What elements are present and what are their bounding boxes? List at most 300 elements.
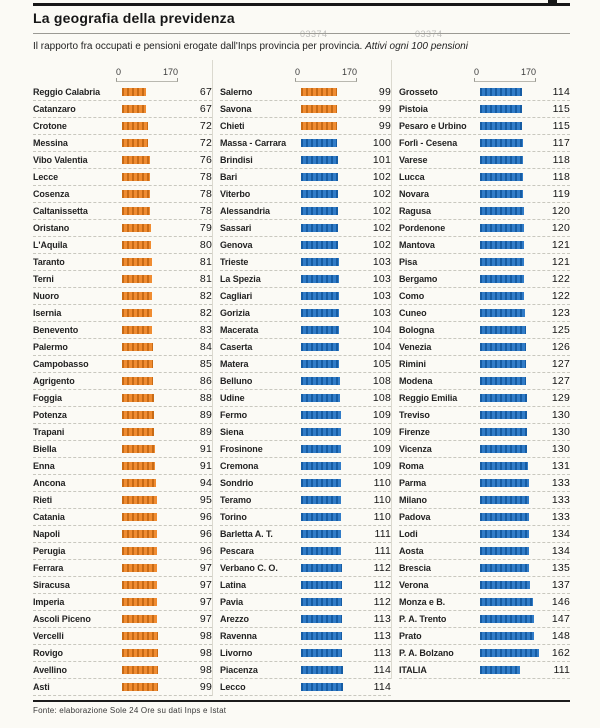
bar-fill	[480, 309, 525, 317]
province-label: Rovigo	[33, 648, 63, 658]
province-row	[399, 441, 570, 458]
bar-fill	[480, 292, 524, 300]
province-value: 98	[199, 647, 212, 659]
province-row	[33, 203, 212, 220]
bar-fill	[480, 207, 524, 215]
province-label: Potenza	[33, 410, 67, 420]
province-label: Como	[399, 291, 425, 301]
province-row	[220, 475, 391, 492]
province-row	[33, 390, 212, 407]
bar-track	[122, 207, 184, 215]
province-value: 67	[199, 103, 212, 115]
bar-fill	[480, 343, 526, 351]
page-title: La geografia della previdenza	[33, 10, 235, 26]
province-value: 114	[552, 86, 570, 98]
province-row	[399, 645, 570, 662]
province-value: 108	[372, 375, 391, 387]
bar-fill	[480, 479, 529, 487]
bar-track	[301, 598, 363, 606]
bar-track	[301, 649, 363, 657]
province-value: 100	[372, 137, 391, 149]
province-value: 83	[199, 324, 212, 336]
bar-track	[122, 530, 184, 538]
province-label: Modena	[399, 376, 433, 386]
bar-fill	[480, 394, 527, 402]
province-row	[220, 560, 391, 577]
province-value: 81	[199, 256, 212, 268]
province-value: 147	[551, 613, 570, 625]
bar-track	[480, 309, 542, 317]
bar-track	[122, 224, 184, 232]
bar-track	[122, 122, 184, 130]
province-value: 110	[373, 477, 391, 489]
axis-max-label: 170	[162, 67, 178, 77]
province-row	[220, 407, 391, 424]
bar-track	[301, 139, 363, 147]
bar-fill	[480, 224, 524, 232]
province-value: 94	[199, 477, 212, 489]
bar-fill	[301, 207, 338, 215]
province-value: 113	[373, 647, 391, 659]
province-value: 133	[551, 477, 570, 489]
bar-fill	[122, 462, 155, 470]
bar-track	[301, 173, 363, 181]
province-value: 125	[551, 324, 570, 336]
bar-track	[301, 241, 363, 249]
bar-track	[480, 241, 542, 249]
bar-track	[480, 190, 542, 198]
province-label: Pavia	[220, 597, 244, 607]
province-label: Taranto	[33, 257, 65, 267]
bar-fill	[301, 105, 337, 113]
province-row	[220, 526, 391, 543]
province-label: Messina	[33, 138, 68, 148]
bar-fill	[122, 615, 157, 623]
bar-fill	[122, 207, 150, 215]
bar-track	[480, 564, 542, 572]
province-label: Rimini	[399, 359, 426, 369]
bar-fill	[301, 445, 341, 453]
bar-track	[122, 547, 184, 555]
province-label: Siracusa	[33, 580, 70, 590]
province-label: Bergamo	[399, 274, 438, 284]
province-row	[220, 305, 391, 322]
bar-track	[480, 530, 542, 538]
bar-track	[301, 564, 363, 572]
province-value: 102	[372, 188, 391, 200]
province-label: Arezzo	[220, 614, 249, 624]
province-row	[220, 458, 391, 475]
province-row	[33, 101, 212, 118]
bar-fill	[480, 105, 522, 113]
province-row	[399, 356, 570, 373]
bar-track	[122, 292, 184, 300]
bar-track	[480, 105, 542, 113]
province-value: 99	[199, 681, 212, 693]
province-label: Agrigento	[33, 376, 75, 386]
bar-track	[480, 360, 542, 368]
province-row	[399, 203, 570, 220]
province-label: Barletta A. T.	[220, 529, 273, 539]
province-row	[220, 254, 391, 271]
province-label: Pescara	[220, 546, 254, 556]
province-label: ITALIA	[399, 665, 427, 675]
province-row	[399, 662, 570, 679]
bar-fill	[480, 666, 520, 674]
province-label: Crotone	[33, 121, 67, 131]
bar-fill	[480, 445, 527, 453]
bar-track	[122, 496, 184, 504]
bar-track	[122, 190, 184, 198]
province-label: Vibo Valentia	[33, 155, 88, 165]
bar-fill	[480, 275, 524, 283]
bar-track	[301, 683, 363, 691]
province-label: Ferrara	[33, 563, 64, 573]
province-label: Vercelli	[33, 631, 64, 641]
province-value: 102	[372, 205, 391, 217]
province-value: 120	[551, 222, 570, 234]
bar-fill	[122, 343, 153, 351]
bar-track	[301, 632, 363, 640]
bar-fill	[301, 156, 338, 164]
province-value: 133	[551, 494, 570, 506]
bar-track	[480, 598, 542, 606]
province-label: Milano	[399, 495, 427, 505]
province-label: Torino	[220, 512, 247, 522]
bar-track	[480, 292, 542, 300]
bar-track	[122, 615, 184, 623]
province-row	[220, 543, 391, 560]
axis-max-label: 170	[520, 67, 536, 77]
province-value: 104	[372, 324, 391, 336]
bar-fill	[301, 360, 339, 368]
bar-track	[301, 343, 363, 351]
province-row	[220, 679, 391, 696]
bar-track	[301, 258, 363, 266]
province-label: Reggio Calabria	[33, 87, 101, 97]
province-label: Imperia	[33, 597, 65, 607]
province-label: Benevento	[33, 325, 79, 335]
province-value: 95	[199, 494, 212, 506]
bar-track	[122, 173, 184, 181]
province-row	[33, 424, 212, 441]
province-value: 121	[551, 256, 570, 268]
province-value: 103	[372, 256, 391, 268]
bar-fill	[301, 122, 337, 130]
bar-fill	[301, 649, 342, 657]
bar-track	[301, 122, 363, 130]
bar-fill	[480, 156, 523, 164]
bar-track	[122, 581, 184, 589]
province-label: Lecce	[33, 172, 59, 182]
province-value: 99	[378, 86, 391, 98]
bar-fill	[301, 241, 338, 249]
province-row	[220, 152, 391, 169]
bar-fill	[301, 479, 341, 487]
bar-column-3	[391, 60, 570, 679]
province-value: 162	[551, 647, 570, 659]
bar-track	[122, 462, 184, 470]
province-label: Savona	[220, 104, 252, 114]
bar-fill	[122, 156, 150, 164]
province-label: Oristano	[33, 223, 70, 233]
bar-track	[480, 632, 542, 640]
province-label: Cagliari	[220, 291, 253, 301]
province-value: 121	[551, 239, 570, 251]
province-label: Matera	[220, 359, 249, 369]
bar-fill	[122, 241, 151, 249]
bar-track	[122, 241, 184, 249]
province-label: Campobasso	[33, 359, 89, 369]
province-row	[220, 611, 391, 628]
province-value: 79	[199, 222, 212, 234]
top-rule-nub	[548, 0, 557, 4]
bar-track	[301, 207, 363, 215]
province-row	[33, 220, 212, 237]
bar-track	[301, 479, 363, 487]
bar-fill	[480, 377, 526, 385]
province-row	[33, 475, 212, 492]
province-row	[33, 186, 212, 203]
bar-fill	[480, 513, 529, 521]
axis-scale	[33, 60, 212, 82]
province-label: Udine	[220, 393, 245, 403]
province-row	[399, 271, 570, 288]
province-row	[33, 492, 212, 509]
bar-track	[480, 615, 542, 623]
province-row	[33, 611, 212, 628]
bar-track	[301, 666, 363, 674]
province-row	[33, 560, 212, 577]
bar-track	[301, 224, 363, 232]
bar-track	[301, 326, 363, 334]
top-rule	[33, 3, 570, 6]
province-label: Avellino	[33, 665, 67, 675]
bar-track	[480, 394, 542, 402]
bar-track	[480, 343, 542, 351]
bar-fill	[480, 462, 528, 470]
bar-fill	[480, 547, 529, 555]
bar-fill	[480, 326, 526, 334]
province-value: 103	[372, 273, 391, 285]
province-label: Padova	[399, 512, 431, 522]
province-row	[399, 526, 570, 543]
bar-fill	[301, 513, 341, 521]
province-row	[220, 356, 391, 373]
axis-scale	[220, 60, 391, 82]
province-row	[399, 543, 570, 560]
province-row	[399, 407, 570, 424]
province-value: 103	[372, 307, 391, 319]
bar-fill	[480, 122, 522, 130]
province-value: 118	[552, 171, 570, 183]
province-label: Ravenna	[220, 631, 257, 641]
province-value: 134	[551, 528, 570, 540]
province-value: 134	[551, 545, 570, 557]
province-row	[33, 543, 212, 560]
province-label: Ancona	[33, 478, 66, 488]
province-label: Siena	[220, 427, 244, 437]
province-label: Salerno	[220, 87, 253, 97]
bar-fill	[122, 173, 150, 181]
province-value: 101	[372, 154, 391, 166]
bar-fill	[480, 649, 539, 657]
province-value: 137	[551, 579, 570, 591]
bar-track	[122, 445, 184, 453]
bar-track	[122, 428, 184, 436]
bar-fill	[122, 309, 152, 317]
bar-fill	[122, 360, 153, 368]
axis-min-label: 0	[474, 67, 480, 77]
province-value: 115	[552, 103, 570, 115]
province-row	[220, 118, 391, 135]
province-label: Monza e B.	[399, 597, 446, 607]
province-row	[399, 339, 570, 356]
province-value: 85	[199, 358, 212, 370]
province-row	[33, 135, 212, 152]
bar-track	[301, 377, 363, 385]
source-note: Fonte: elaborazione Sole 24 Ore su dati Inps e Istat	[33, 706, 227, 715]
province-row	[33, 339, 212, 356]
province-value: 102	[372, 239, 391, 251]
bar-track	[301, 428, 363, 436]
province-value: 131	[551, 460, 570, 472]
bar-track	[122, 411, 184, 419]
province-label: Novara	[399, 189, 429, 199]
title-divider	[33, 33, 570, 34]
province-value: 110	[373, 494, 391, 506]
bar-track	[480, 173, 542, 181]
bar-fill	[301, 530, 341, 538]
province-value: 72	[199, 137, 212, 149]
province-label: Piacenza	[220, 665, 258, 675]
province-row	[33, 628, 212, 645]
bar-track	[122, 513, 184, 521]
bar-track	[122, 377, 184, 385]
province-row	[399, 577, 570, 594]
province-label: Trieste	[220, 257, 249, 267]
province-value: 109	[372, 460, 391, 472]
province-label: Asti	[33, 682, 50, 692]
province-label: L'Aquila	[33, 240, 68, 250]
bar-fill	[301, 632, 342, 640]
bar-track	[122, 394, 184, 402]
bar-track	[301, 496, 363, 504]
province-value: 105	[372, 358, 391, 370]
bar-track	[480, 224, 542, 232]
bar-fill	[122, 292, 152, 300]
province-label: Gorizia	[220, 308, 250, 318]
province-label: Brescia	[399, 563, 431, 573]
bar-track	[480, 275, 542, 283]
province-row	[33, 509, 212, 526]
province-label: Napoli	[33, 529, 60, 539]
province-row	[220, 220, 391, 237]
province-label: Biella	[33, 444, 57, 454]
footer-rule	[33, 700, 570, 702]
province-row	[220, 424, 391, 441]
bar-fill	[480, 139, 523, 147]
province-label: Frosinone	[220, 444, 263, 454]
province-value: 130	[551, 409, 570, 421]
bar-fill	[480, 615, 534, 623]
subtitle-main: Il rapporto fra occupati e pensioni erogate dall'Inps provincia per provincia.	[33, 41, 363, 52]
bar-fill	[301, 547, 341, 555]
province-row	[220, 577, 391, 594]
province-value: 122	[551, 273, 570, 285]
bar-track	[480, 411, 542, 419]
bar-fill	[301, 683, 343, 691]
province-label: Mantova	[399, 240, 435, 250]
province-row	[33, 305, 212, 322]
province-label: Roma	[399, 461, 424, 471]
bar-track	[301, 88, 363, 96]
province-value: 109	[372, 409, 391, 421]
province-label: Bologna	[399, 325, 435, 335]
province-row	[399, 288, 570, 305]
province-value: 111	[553, 664, 570, 676]
province-row	[33, 152, 212, 169]
bar-track	[122, 139, 184, 147]
bar-fill	[122, 105, 146, 113]
province-value: 148	[551, 630, 570, 642]
province-value: 111	[374, 528, 391, 540]
province-value: 108	[372, 392, 391, 404]
province-label: Cremona	[220, 461, 259, 471]
province-label: Latina	[220, 580, 246, 590]
bar-fill	[301, 190, 338, 198]
bar-track	[122, 683, 184, 691]
bar-track	[122, 564, 184, 572]
bar-track	[301, 156, 363, 164]
bar-fill	[301, 173, 338, 181]
province-value: 78	[199, 205, 212, 217]
province-value: 104	[372, 341, 391, 353]
province-label: Bari	[220, 172, 238, 182]
bar-fill	[480, 496, 529, 504]
province-row	[399, 101, 570, 118]
bar-track	[122, 105, 184, 113]
bar-fill	[301, 428, 341, 436]
province-value: 97	[199, 562, 212, 574]
chart-subtitle	[33, 40, 570, 53]
province-row	[220, 594, 391, 611]
province-label: Nuoro	[33, 291, 59, 301]
bar-track	[480, 377, 542, 385]
province-label: Catanzaro	[33, 104, 76, 114]
scan-watermark: 03374	[415, 29, 443, 39]
province-row	[220, 628, 391, 645]
bar-track	[301, 462, 363, 470]
province-row	[220, 169, 391, 186]
bar-track	[122, 649, 184, 657]
province-value: 82	[199, 307, 212, 319]
province-value: 81	[199, 273, 212, 285]
province-row	[33, 84, 212, 101]
bar-fill	[480, 428, 527, 436]
bar-fill	[301, 598, 342, 606]
province-value: 89	[199, 409, 212, 421]
bar-track	[301, 394, 363, 402]
bar-fill	[122, 547, 157, 555]
bar-fill	[480, 88, 522, 96]
bar-track	[301, 105, 363, 113]
province-value: 126	[551, 341, 570, 353]
bar-track	[301, 190, 363, 198]
province-label: Verona	[399, 580, 429, 590]
province-row	[220, 271, 391, 288]
province-row	[33, 594, 212, 611]
